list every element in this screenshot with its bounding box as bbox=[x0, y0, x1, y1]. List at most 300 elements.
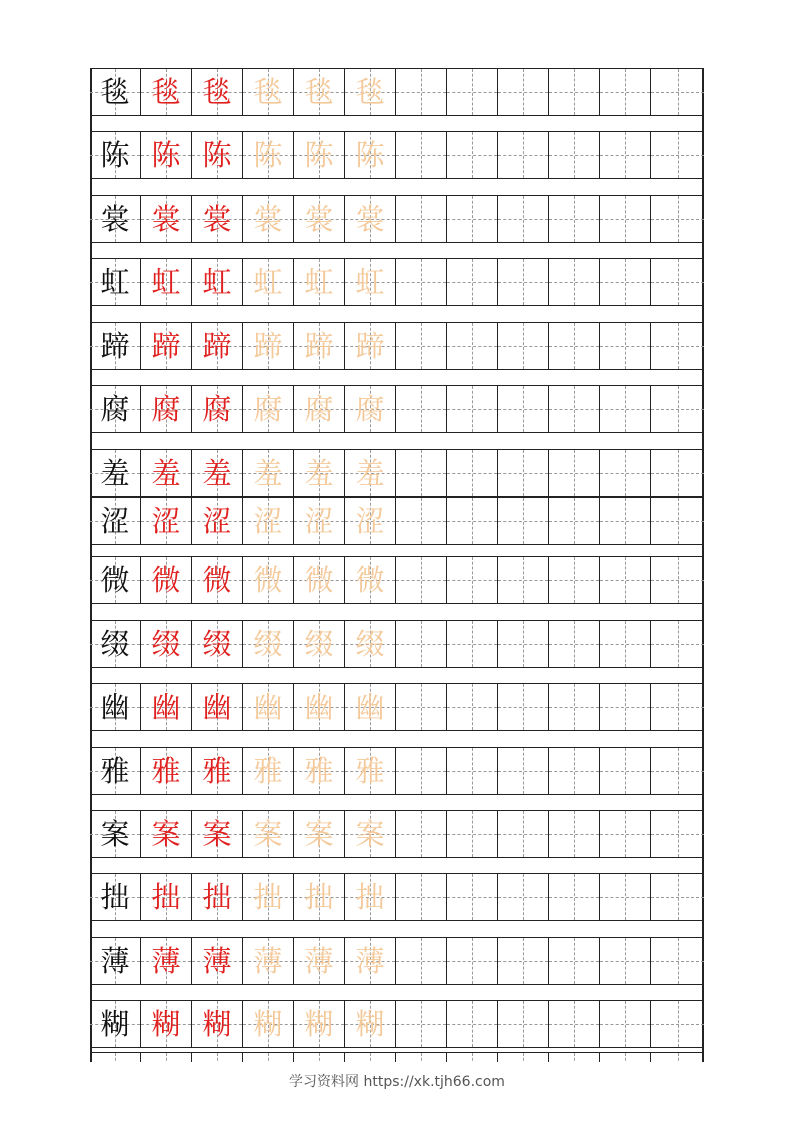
trace-copy-cell bbox=[345, 498, 396, 544]
empty-practice-cell bbox=[447, 450, 498, 496]
red-copy-cell bbox=[141, 259, 192, 305]
trace-copy-cell bbox=[243, 132, 294, 178]
practice-character: 拙 bbox=[151, 879, 181, 914]
empty-practice-cell bbox=[498, 450, 549, 496]
empty-practice-cell bbox=[651, 498, 704, 544]
practice-character: 缀 bbox=[202, 626, 232, 661]
empty-practice-cell bbox=[600, 938, 651, 984]
empty-practice-cell bbox=[396, 1001, 447, 1047]
red-copy-cell bbox=[141, 684, 192, 730]
practice-row bbox=[90, 810, 704, 858]
empty-practice-cell bbox=[498, 498, 549, 544]
practice-row bbox=[90, 747, 704, 795]
practice-character: 薄 bbox=[202, 943, 232, 978]
model-character-cell bbox=[90, 621, 141, 667]
practice-character: 缀 bbox=[355, 626, 385, 661]
empty-practice-cell bbox=[549, 450, 600, 496]
empty-practice-cell bbox=[447, 1001, 498, 1047]
practice-character: 缀 bbox=[253, 626, 283, 661]
trace-copy-cell bbox=[294, 874, 345, 920]
empty-practice-cell bbox=[498, 323, 549, 369]
trace-copy-cell bbox=[243, 450, 294, 496]
empty-practice-cell bbox=[447, 684, 498, 730]
practice-character: 微 bbox=[151, 562, 181, 597]
model-character-cell bbox=[90, 748, 141, 794]
red-copy-cell bbox=[141, 450, 192, 496]
model-character-cell bbox=[90, 811, 141, 857]
trace-copy-cell bbox=[294, 323, 345, 369]
empty-practice-cell bbox=[447, 557, 498, 603]
trace-copy-cell bbox=[243, 69, 294, 115]
practice-character: 薄 bbox=[100, 943, 130, 978]
practice-character: 糊 bbox=[253, 1006, 283, 1041]
trace-copy-cell bbox=[294, 196, 345, 242]
empty-practice-cell bbox=[294, 1053, 345, 1062]
trace-copy-cell bbox=[294, 132, 345, 178]
empty-practice-cell bbox=[396, 684, 447, 730]
practice-character: 幽 bbox=[253, 689, 283, 724]
practice-character: 涩 bbox=[253, 503, 283, 538]
trace-copy-cell bbox=[243, 811, 294, 857]
practice-character: 裳 bbox=[355, 201, 385, 236]
empty-practice-cell bbox=[600, 1053, 651, 1062]
empty-practice-cell bbox=[600, 748, 651, 794]
practice-row bbox=[90, 620, 704, 668]
trace-copy-cell bbox=[345, 386, 396, 432]
practice-character: 雅 bbox=[202, 753, 232, 788]
practice-character: 羞 bbox=[355, 455, 385, 490]
practice-character: 腐 bbox=[151, 391, 181, 426]
empty-practice-cell bbox=[651, 132, 704, 178]
empty-practice-cell bbox=[396, 323, 447, 369]
footer-watermark: 学习资料网 https://xk.tjh66.com bbox=[289, 1074, 505, 1090]
practice-character: 案 bbox=[253, 816, 283, 851]
trace-copy-cell bbox=[345, 684, 396, 730]
red-copy-cell bbox=[192, 323, 243, 369]
empty-practice-cell bbox=[243, 1053, 294, 1062]
empty-practice-cell bbox=[90, 1053, 141, 1062]
model-character-cell bbox=[90, 386, 141, 432]
empty-practice-cell bbox=[651, 69, 704, 115]
practice-character: 裳 bbox=[151, 201, 181, 236]
practice-character: 陈 bbox=[304, 137, 334, 172]
trace-copy-cell bbox=[294, 69, 345, 115]
empty-practice-cell bbox=[498, 938, 549, 984]
practice-row bbox=[90, 497, 704, 545]
practice-character: 微 bbox=[253, 562, 283, 597]
empty-practice-cell bbox=[396, 69, 447, 115]
trace-copy-cell bbox=[243, 874, 294, 920]
empty-practice-cell bbox=[549, 748, 600, 794]
trace-copy-cell bbox=[345, 1001, 396, 1047]
empty-practice-cell bbox=[396, 132, 447, 178]
practice-row bbox=[90, 1000, 704, 1048]
practice-character: 裳 bbox=[100, 201, 130, 236]
practice-character: 案 bbox=[355, 816, 385, 851]
empty-practice-cell bbox=[498, 621, 549, 667]
practice-character: 案 bbox=[100, 816, 130, 851]
practice-character: 薄 bbox=[304, 943, 334, 978]
trace-copy-cell bbox=[243, 557, 294, 603]
practice-character: 陈 bbox=[355, 137, 385, 172]
practice-character: 蹄 bbox=[304, 328, 334, 363]
practice-character: 毯 bbox=[304, 74, 334, 109]
practice-character: 腐 bbox=[100, 391, 130, 426]
empty-practice-cell bbox=[447, 498, 498, 544]
trace-copy-cell bbox=[294, 498, 345, 544]
practice-character: 雅 bbox=[304, 753, 334, 788]
empty-practice-cell bbox=[447, 259, 498, 305]
practice-character: 裳 bbox=[304, 201, 334, 236]
trace-copy-cell bbox=[345, 811, 396, 857]
trace-copy-cell bbox=[243, 938, 294, 984]
practice-character: 缀 bbox=[304, 626, 334, 661]
empty-practice-cell bbox=[651, 684, 704, 730]
red-copy-cell bbox=[141, 557, 192, 603]
empty-practice-cell bbox=[600, 132, 651, 178]
model-character-cell bbox=[90, 938, 141, 984]
practice-character: 拙 bbox=[355, 879, 385, 914]
empty-practice-cell bbox=[549, 196, 600, 242]
practice-character: 幽 bbox=[304, 689, 334, 724]
practice-character: 薄 bbox=[253, 943, 283, 978]
empty-practice-cell bbox=[396, 196, 447, 242]
trace-copy-cell bbox=[294, 259, 345, 305]
trace-copy-cell bbox=[294, 748, 345, 794]
practice-character: 裳 bbox=[253, 201, 283, 236]
trace-copy-cell bbox=[294, 450, 345, 496]
trace-copy-cell bbox=[345, 450, 396, 496]
empty-practice-cell bbox=[651, 196, 704, 242]
trace-copy-cell bbox=[294, 386, 345, 432]
practice-row bbox=[90, 131, 704, 179]
empty-practice-cell bbox=[396, 748, 447, 794]
trace-copy-cell bbox=[345, 557, 396, 603]
practice-character: 腐 bbox=[202, 391, 232, 426]
empty-practice-cell bbox=[549, 1053, 600, 1062]
red-copy-cell bbox=[192, 259, 243, 305]
empty-practice-cell bbox=[549, 69, 600, 115]
practice-character: 涩 bbox=[304, 503, 334, 538]
red-copy-cell bbox=[192, 196, 243, 242]
red-copy-cell bbox=[141, 874, 192, 920]
practice-character: 薄 bbox=[355, 943, 385, 978]
practice-character: 毯 bbox=[151, 74, 181, 109]
red-copy-cell bbox=[141, 196, 192, 242]
practice-character: 蹄 bbox=[151, 328, 181, 363]
practice-character: 毯 bbox=[355, 74, 385, 109]
practice-character: 案 bbox=[304, 816, 334, 851]
empty-practice-cell bbox=[549, 684, 600, 730]
empty-practice-cell bbox=[600, 386, 651, 432]
practice-character: 微 bbox=[304, 562, 334, 597]
trace-copy-cell bbox=[243, 386, 294, 432]
model-character-cell bbox=[90, 557, 141, 603]
empty-practice-cell bbox=[549, 938, 600, 984]
empty-practice-cell bbox=[651, 450, 704, 496]
empty-practice-cell bbox=[600, 323, 651, 369]
empty-practice-cell bbox=[549, 386, 600, 432]
trace-copy-cell bbox=[243, 684, 294, 730]
practice-sheet bbox=[90, 68, 704, 1062]
empty-practice-cell bbox=[651, 259, 704, 305]
empty-practice-cell bbox=[498, 1053, 549, 1062]
red-copy-cell bbox=[141, 748, 192, 794]
practice-character: 蹄 bbox=[100, 328, 130, 363]
practice-row bbox=[90, 258, 704, 306]
red-copy-cell bbox=[141, 621, 192, 667]
empty-practice-cell bbox=[651, 323, 704, 369]
empty-practice-cell bbox=[141, 1053, 192, 1062]
trace-copy-cell bbox=[294, 621, 345, 667]
trace-copy-cell bbox=[345, 69, 396, 115]
empty-practice-cell bbox=[651, 621, 704, 667]
model-character-cell bbox=[90, 132, 141, 178]
practice-character: 虹 bbox=[355, 264, 385, 299]
practice-row bbox=[90, 195, 704, 243]
empty-practice-cell bbox=[651, 938, 704, 984]
empty-practice-cell bbox=[498, 69, 549, 115]
empty-practice-cell bbox=[600, 557, 651, 603]
empty-practice-cell bbox=[651, 1001, 704, 1047]
empty-practice-cell bbox=[447, 132, 498, 178]
empty-practice-cell bbox=[600, 1001, 651, 1047]
practice-character: 羞 bbox=[253, 455, 283, 490]
practice-character: 蹄 bbox=[202, 328, 232, 363]
practice-character: 蹄 bbox=[253, 328, 283, 363]
trace-copy-cell bbox=[294, 557, 345, 603]
empty-practice-cell bbox=[447, 748, 498, 794]
model-character-cell bbox=[90, 259, 141, 305]
practice-character: 涩 bbox=[100, 503, 130, 538]
red-copy-cell bbox=[192, 748, 243, 794]
model-character-cell bbox=[90, 874, 141, 920]
empty-practice-cell bbox=[651, 557, 704, 603]
trace-copy-cell bbox=[345, 323, 396, 369]
empty-practice-cell bbox=[447, 874, 498, 920]
practice-character: 虹 bbox=[253, 264, 283, 299]
empty-practice-cell bbox=[396, 498, 447, 544]
trace-copy-cell bbox=[294, 1001, 345, 1047]
practice-character: 微 bbox=[100, 562, 130, 597]
practice-character: 拙 bbox=[253, 879, 283, 914]
practice-character: 涩 bbox=[151, 503, 181, 538]
empty-practice-cell bbox=[396, 874, 447, 920]
practice-row bbox=[90, 937, 704, 985]
empty-practice-cell bbox=[396, 259, 447, 305]
empty-practice-cell bbox=[498, 1001, 549, 1047]
empty-practice-cell bbox=[396, 386, 447, 432]
practice-character: 幽 bbox=[100, 689, 130, 724]
empty-practice-cell bbox=[396, 621, 447, 667]
practice-character: 涩 bbox=[202, 503, 232, 538]
trace-copy-cell bbox=[243, 498, 294, 544]
practice-character: 雅 bbox=[100, 753, 130, 788]
empty-practice-cell bbox=[498, 748, 549, 794]
empty-practice-cell bbox=[396, 1053, 447, 1062]
model-character-cell bbox=[90, 1001, 141, 1047]
practice-character: 腐 bbox=[355, 391, 385, 426]
trace-copy-cell bbox=[345, 938, 396, 984]
practice-character: 拙 bbox=[304, 879, 334, 914]
practice-character: 涩 bbox=[355, 503, 385, 538]
empty-practice-cell bbox=[600, 874, 651, 920]
empty-practice-cell bbox=[498, 557, 549, 603]
trace-copy-cell bbox=[345, 196, 396, 242]
empty-practice-cell bbox=[498, 874, 549, 920]
trace-copy-cell bbox=[243, 748, 294, 794]
practice-row bbox=[90, 322, 704, 370]
practice-character: 幽 bbox=[151, 689, 181, 724]
empty-practice-cell bbox=[549, 259, 600, 305]
practice-character: 糊 bbox=[151, 1006, 181, 1041]
practice-character: 羞 bbox=[100, 455, 130, 490]
red-copy-cell bbox=[141, 811, 192, 857]
practice-character: 陈 bbox=[100, 137, 130, 172]
practice-character: 微 bbox=[202, 562, 232, 597]
practice-character: 糊 bbox=[355, 1006, 385, 1041]
practice-character: 缀 bbox=[151, 626, 181, 661]
practice-character: 雅 bbox=[355, 753, 385, 788]
empty-practice-cell bbox=[447, 386, 498, 432]
empty-practice-cell bbox=[600, 498, 651, 544]
empty-practice-cell bbox=[600, 621, 651, 667]
practice-character: 薄 bbox=[151, 943, 181, 978]
empty-practice-cell bbox=[549, 1001, 600, 1047]
empty-practice-cell bbox=[447, 69, 498, 115]
practice-character: 案 bbox=[151, 816, 181, 851]
trace-copy-cell bbox=[243, 1001, 294, 1047]
red-copy-cell bbox=[141, 323, 192, 369]
empty-practice-cell bbox=[498, 684, 549, 730]
practice-row bbox=[90, 385, 704, 433]
empty-practice-cell bbox=[651, 386, 704, 432]
empty-practice-cell bbox=[600, 69, 651, 115]
practice-character: 缀 bbox=[100, 626, 130, 661]
empty-practice-cell bbox=[600, 684, 651, 730]
practice-character: 腐 bbox=[253, 391, 283, 426]
practice-character: 陈 bbox=[202, 137, 232, 172]
practice-character: 虹 bbox=[151, 264, 181, 299]
model-character-cell bbox=[90, 498, 141, 544]
practice-row bbox=[90, 449, 704, 497]
red-copy-cell bbox=[141, 938, 192, 984]
practice-row bbox=[90, 683, 704, 731]
empty-practice-cell bbox=[447, 196, 498, 242]
trace-copy-cell bbox=[243, 196, 294, 242]
empty-practice-cell bbox=[447, 323, 498, 369]
red-copy-cell bbox=[141, 498, 192, 544]
red-copy-cell bbox=[192, 386, 243, 432]
empty-practice-cell bbox=[498, 196, 549, 242]
practice-character: 微 bbox=[355, 562, 385, 597]
empty-practice-cell bbox=[600, 196, 651, 242]
empty-practice-cell bbox=[396, 938, 447, 984]
model-character-cell bbox=[90, 196, 141, 242]
trace-copy-cell bbox=[345, 259, 396, 305]
red-copy-cell bbox=[141, 69, 192, 115]
red-copy-cell bbox=[192, 684, 243, 730]
trace-copy-cell bbox=[243, 259, 294, 305]
practice-character: 毯 bbox=[202, 74, 232, 109]
empty-practice-cell bbox=[549, 323, 600, 369]
empty-practice-cell bbox=[345, 1053, 396, 1062]
practice-row bbox=[90, 556, 704, 604]
practice-character: 幽 bbox=[202, 689, 232, 724]
model-character-cell bbox=[90, 69, 141, 115]
empty-practice-cell bbox=[447, 938, 498, 984]
red-copy-cell bbox=[141, 132, 192, 178]
red-copy-cell bbox=[192, 450, 243, 496]
model-character-cell bbox=[90, 323, 141, 369]
empty-practice-cell bbox=[498, 386, 549, 432]
practice-character: 羞 bbox=[304, 455, 334, 490]
model-character-cell bbox=[90, 684, 141, 730]
practice-character: 糊 bbox=[304, 1006, 334, 1041]
empty-practice-cell bbox=[396, 557, 447, 603]
red-copy-cell bbox=[192, 874, 243, 920]
practice-character: 幽 bbox=[355, 689, 385, 724]
practice-character: 案 bbox=[202, 816, 232, 851]
trace-copy-cell bbox=[345, 132, 396, 178]
practice-character: 毯 bbox=[253, 74, 283, 109]
empty-practice-cell bbox=[447, 1053, 498, 1062]
empty-practice-cell bbox=[396, 450, 447, 496]
practice-character: 糊 bbox=[100, 1006, 130, 1041]
practice-character: 虹 bbox=[202, 264, 232, 299]
trace-copy-cell bbox=[294, 811, 345, 857]
practice-character: 雅 bbox=[253, 753, 283, 788]
practice-character: 陈 bbox=[253, 137, 283, 172]
red-copy-cell bbox=[192, 1001, 243, 1047]
practice-character: 雅 bbox=[151, 753, 181, 788]
practice-character: 糊 bbox=[202, 1006, 232, 1041]
practice-character: 拙 bbox=[202, 879, 232, 914]
empty-practice-cell bbox=[600, 259, 651, 305]
empty-practice-cell bbox=[549, 811, 600, 857]
empty-practice-cell bbox=[549, 874, 600, 920]
trace-copy-cell bbox=[345, 874, 396, 920]
practice-row bbox=[90, 68, 704, 116]
trace-copy-cell bbox=[345, 621, 396, 667]
practice-character: 陈 bbox=[151, 137, 181, 172]
red-copy-cell bbox=[192, 132, 243, 178]
empty-practice-cell bbox=[600, 450, 651, 496]
practice-character: 毯 bbox=[100, 74, 130, 109]
practice-row-partial bbox=[90, 1052, 704, 1062]
empty-practice-cell bbox=[498, 132, 549, 178]
empty-practice-cell bbox=[447, 621, 498, 667]
trace-copy-cell bbox=[243, 621, 294, 667]
red-copy-cell bbox=[192, 69, 243, 115]
red-copy-cell bbox=[192, 498, 243, 544]
empty-practice-cell bbox=[549, 621, 600, 667]
trace-copy-cell bbox=[345, 748, 396, 794]
empty-practice-cell bbox=[549, 557, 600, 603]
empty-practice-cell bbox=[192, 1053, 243, 1062]
empty-practice-cell bbox=[600, 811, 651, 857]
empty-practice-cell bbox=[447, 811, 498, 857]
empty-practice-cell bbox=[651, 1053, 704, 1062]
red-copy-cell bbox=[192, 811, 243, 857]
empty-practice-cell bbox=[549, 132, 600, 178]
empty-practice-cell bbox=[396, 811, 447, 857]
empty-practice-cell bbox=[651, 748, 704, 794]
practice-row bbox=[90, 873, 704, 921]
red-copy-cell bbox=[192, 621, 243, 667]
practice-character: 虹 bbox=[304, 264, 334, 299]
red-copy-cell bbox=[192, 557, 243, 603]
